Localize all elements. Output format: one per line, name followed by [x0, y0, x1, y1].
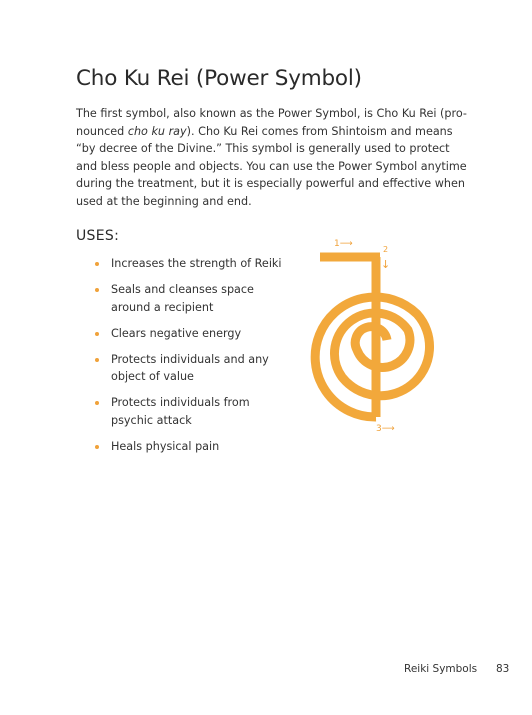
footer-page-number: 83	[496, 663, 510, 675]
list-item-text: Protects individuals and any object of value	[111, 352, 269, 383]
list-item-text: Seals and cleanses space around a recipient	[111, 283, 254, 314]
list-item	[95, 325, 285, 343]
list-item-text: Heals physical pain	[111, 439, 220, 453]
cho-ku-rei-symbol	[300, 232, 440, 442]
intro-paragraph	[76, 105, 470, 211]
stroke-label-1: 1⟶	[334, 239, 353, 249]
uses-heading: USES:	[76, 228, 120, 244]
intro-text-part-3: ). Cho Ku Rei comes from Shintoism and means “by decree of the Divine.” This symbol is generally used to protect and bless people and objects. You can use the Power Symbol anytime during the treatment, but it is especially powerful and effective when used at the beginning and end.	[76, 124, 467, 208]
bullet-icon	[95, 262, 99, 266]
intro-pronunciation: cho ku ray	[127, 124, 187, 138]
list-item	[95, 394, 285, 429]
bullet-icon	[95, 401, 99, 405]
list-item	[95, 351, 285, 386]
intro-text-part-1: The first symbol, also known as the Power Symbol, is Cho Ku Rei (pro- nounced	[76, 107, 467, 138]
bullet-icon	[95, 332, 99, 336]
list-item	[95, 281, 285, 316]
uses-list	[95, 255, 285, 464]
list-item	[95, 438, 285, 456]
list-item-text: Protects individuals from psychic attack	[111, 396, 250, 427]
stroke-label-3: 3⟶	[376, 424, 395, 434]
bullet-icon	[95, 445, 99, 449]
list-item-text: Increases the strength of Reiki	[111, 257, 282, 270]
stroke-label-2-arrow: ↓	[381, 258, 391, 271]
bullet-icon	[95, 358, 99, 362]
page-title: Cho Ku Rei (Power Symbol)	[76, 66, 362, 91]
list-item	[95, 255, 285, 273]
bullet-icon	[95, 288, 99, 292]
footer-section-title: Reiki Symbols	[404, 663, 478, 675]
stroke-label-2: 2	[383, 245, 389, 254]
list-item-text: Clears negative energy	[111, 326, 242, 340]
